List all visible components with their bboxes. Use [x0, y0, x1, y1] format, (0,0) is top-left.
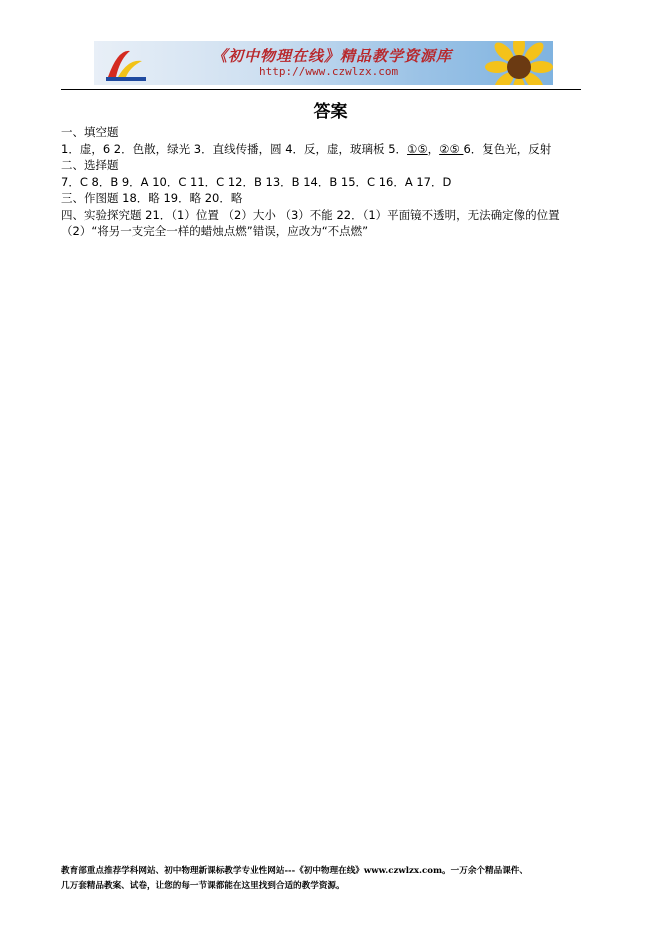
site-banner: [94, 41, 553, 85]
site-logo-icon: [104, 43, 150, 83]
fill-answers-text: 1．虚，6 2．色散，绿光 3．直线传播，圆 4．反，虚，玻璃板 5．: [61, 141, 408, 156]
fill-section-label: 一、填空题: [61, 125, 119, 139]
q5-answer-1: ①⑤: [407, 141, 428, 156]
banner-title: 《初中物理在线》精品教学资源库: [212, 47, 453, 65]
experiment-line-2: （2）“将另一支完全一样的蜡烛点燃”错误，应改为“不点燃”: [61, 224, 369, 238]
header-rule: [61, 89, 581, 90]
experiment-line-1: 四、实验探究题 21．（1）位置 （2）大小 （3）不能 22．（1）平面镜不透明，无法确定像的位置: [61, 207, 560, 222]
footer-line-1: 教育部重点推荐学科网站、初中物理新课标教学专业性网站---《初中物理在线》www.czwlzx.com。一万余个精品课件、: [61, 866, 528, 876]
choice-answers: 7．C 8．B 9．A 10．C 11．C 12．B 13．B 14．B 15．C 16．A 17．D: [61, 174, 452, 189]
choice-section-label: 二、选择题: [61, 158, 119, 172]
page-footer: [61, 864, 591, 894]
q5-answer-2: ②⑤: [439, 141, 464, 156]
answer-content: [61, 124, 583, 240]
q6-answer: 6．复色光，反射: [463, 141, 552, 156]
q5-separator: ，: [427, 141, 440, 156]
draw-section: 三、作图题 18．略 19．略 20．略: [61, 191, 243, 205]
footer-line-2: 几万套精品教案、试卷，让您的每一节课都能在这里找到合适的教学资源。: [61, 881, 345, 891]
sunflower-icon: [474, 41, 553, 85]
banner-url[interactable]: http://www.czwlzx.com: [259, 65, 399, 78]
fill-answers: [61, 141, 583, 158]
page-title: 答案: [313, 102, 348, 122]
